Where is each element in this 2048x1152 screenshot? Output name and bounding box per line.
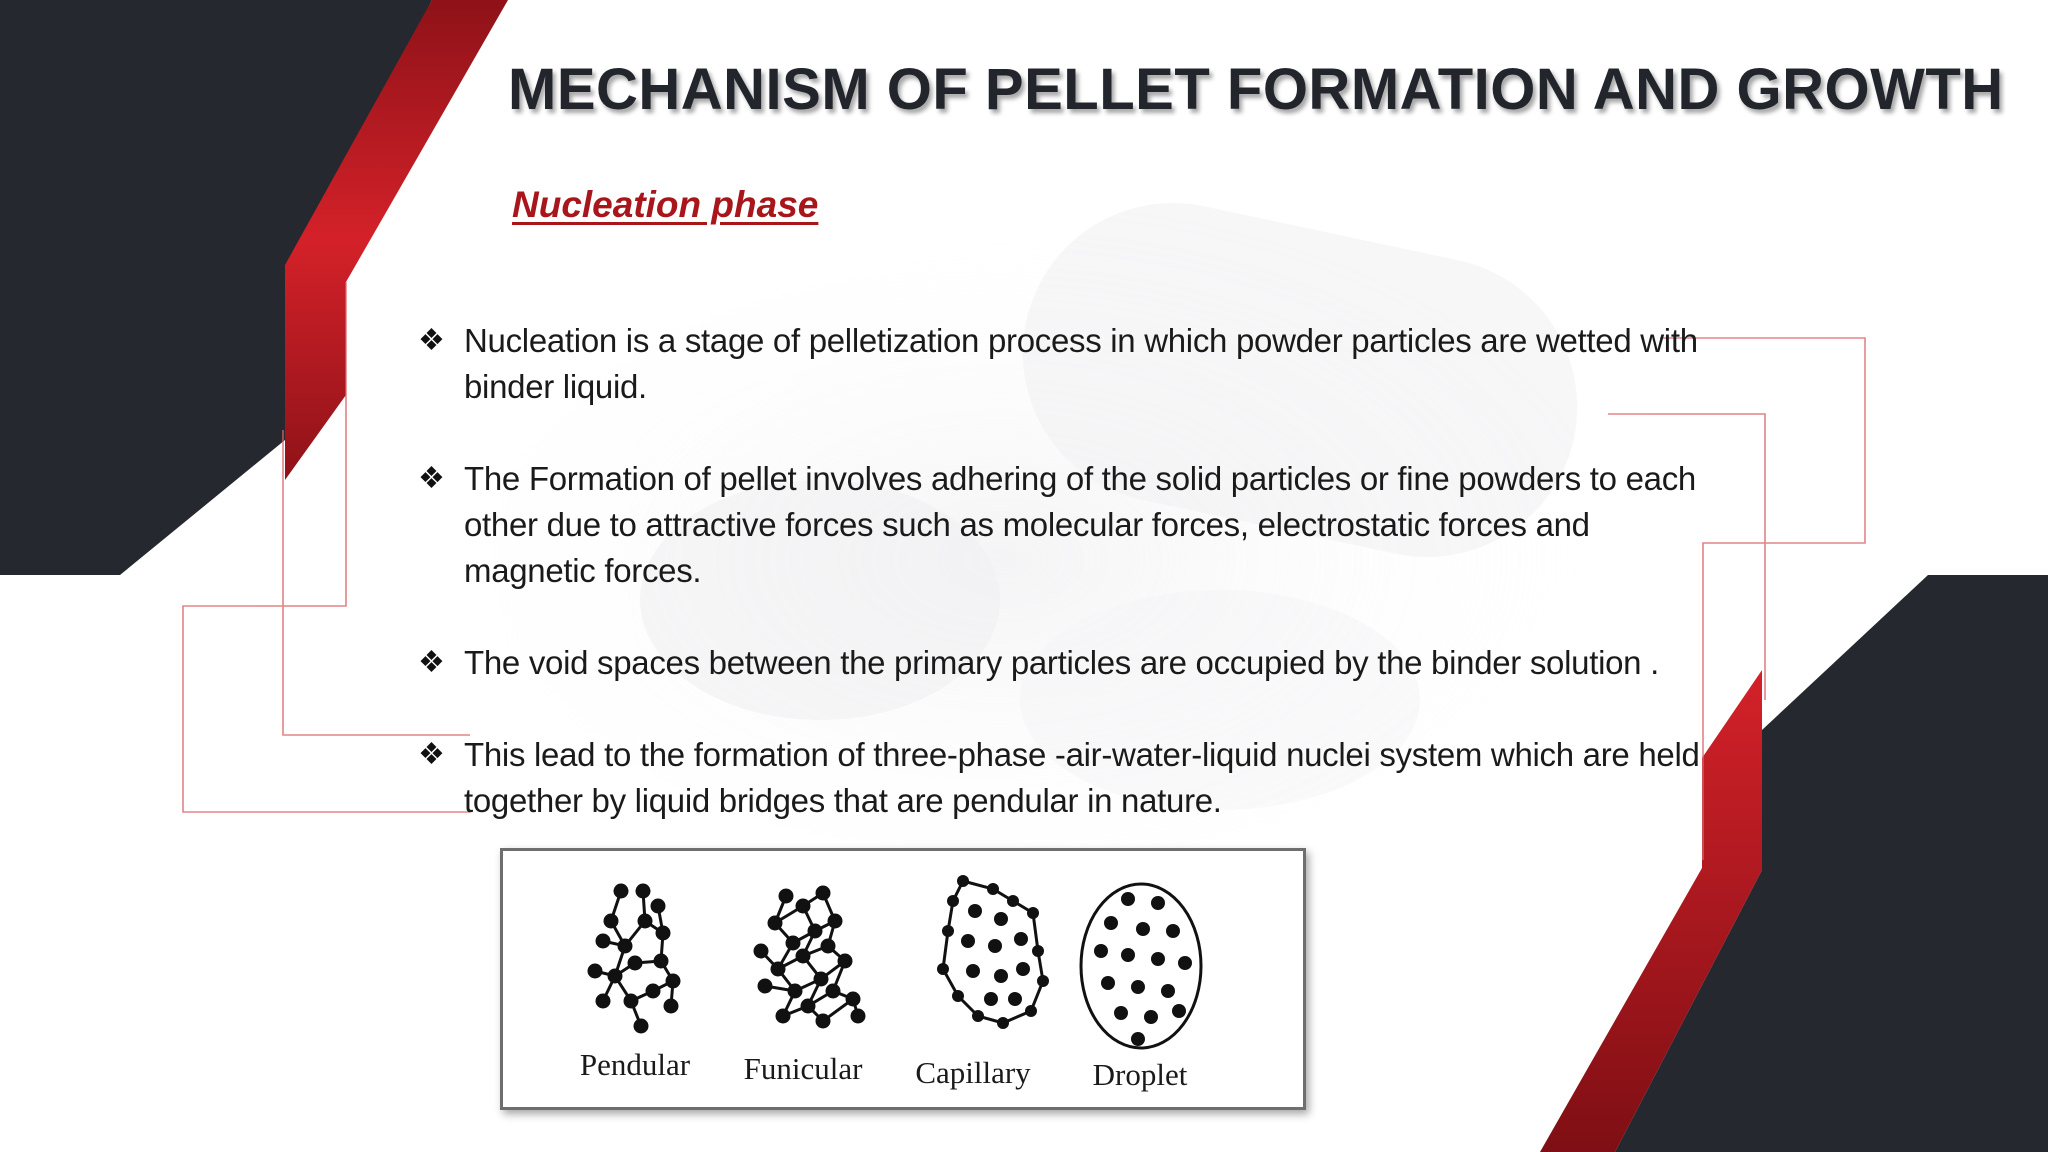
top-left-dark-panel (0, 0, 432, 575)
figure-label-capillary: Capillary (915, 1055, 1031, 1090)
funicular-diagram (755, 887, 864, 1027)
liquid-bridge-states-figure (500, 848, 1306, 1110)
figure-label-pendular: Pendular (579, 1047, 691, 1082)
bullet-item (418, 640, 1718, 686)
droplet-diagram (1081, 884, 1201, 1048)
bullet-text: Nucleation is a stage of pelletization process in which powder particles are wetted with binder liquid. (464, 322, 1698, 405)
slide-title: MECHANISM OF PELLET FORMATION AND GROWTH (508, 57, 2004, 122)
bullet-text: The void spaces between the primary particles are occupied by the binder solution . (464, 644, 1659, 681)
diamond-bullet-icon: ❖ (418, 462, 445, 495)
section-subtitle: Nucleation phase (512, 184, 819, 225)
diamond-bullet-icon: ❖ (418, 738, 445, 771)
figure-label-droplet: Droplet (1092, 1057, 1188, 1092)
figure-label-funicular: Funicular (743, 1051, 863, 1086)
bullet-text: The Formation of pellet involves adhering of the solid particles or fine powders to each other due to attractive forces such as molecular forces, electrostatic forces and magnetic forces. (464, 460, 1696, 589)
bullet-item (418, 318, 1718, 410)
capillary-diagram (937, 875, 1049, 1029)
diamond-bullet-icon: ❖ (418, 646, 445, 679)
diamond-bullet-icon: ❖ (418, 324, 445, 357)
bullet-list (418, 318, 1718, 870)
bullet-text: This lead to the formation of three-phase -air-water-liquid nuclei system which are held together by liquid bridges that are pendular in nature. (464, 736, 1700, 819)
bullet-item (418, 732, 1718, 824)
pendular-diagram (589, 885, 679, 1032)
bullet-item (418, 456, 1718, 594)
